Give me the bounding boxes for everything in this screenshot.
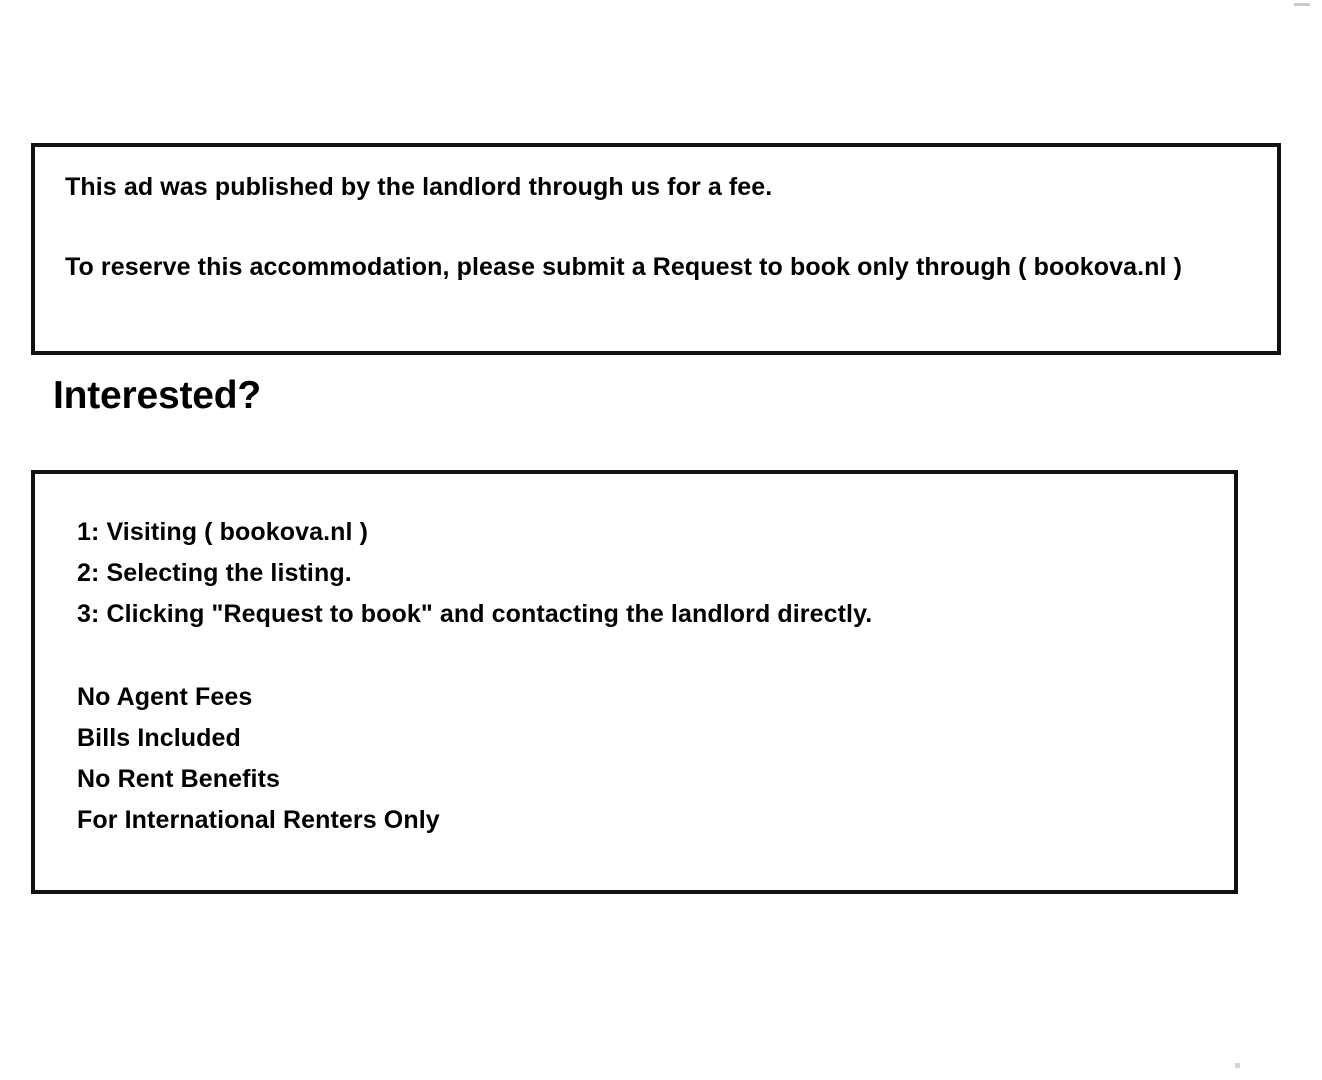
feature-item: Bills Included — [77, 724, 241, 752]
notice-reservation-text: To reserve this accommodation, please submit a Request to book only through ( bookova.nl ) — [65, 253, 1183, 281]
booking-steps-box — [31, 470, 1238, 894]
feature-item: For International Renters Only — [77, 806, 440, 834]
booking-steps-content — [35, 474, 1234, 841]
scan-artifact-top-right — [1294, 3, 1310, 6]
notice-publication-text: This ad was published by the landlord through us for a fee. — [65, 173, 773, 201]
step-item: 2: Selecting the listing. — [77, 559, 352, 587]
page-title: Interested? — [53, 374, 262, 417]
publisher-notice-box — [31, 143, 1281, 355]
step-item: 3: Clicking "Request to book" and contacting the landlord directly. — [77, 600, 873, 628]
step-item: 1: Visiting ( bookova.nl ) — [77, 518, 369, 546]
feature-item: No Agent Fees — [77, 683, 253, 711]
publisher-notice-content — [35, 147, 1277, 283]
feature-item: No Rent Benefits — [77, 765, 281, 793]
scan-artifact-bottom-right — [1235, 1063, 1240, 1068]
feature-list — [77, 677, 1234, 841]
